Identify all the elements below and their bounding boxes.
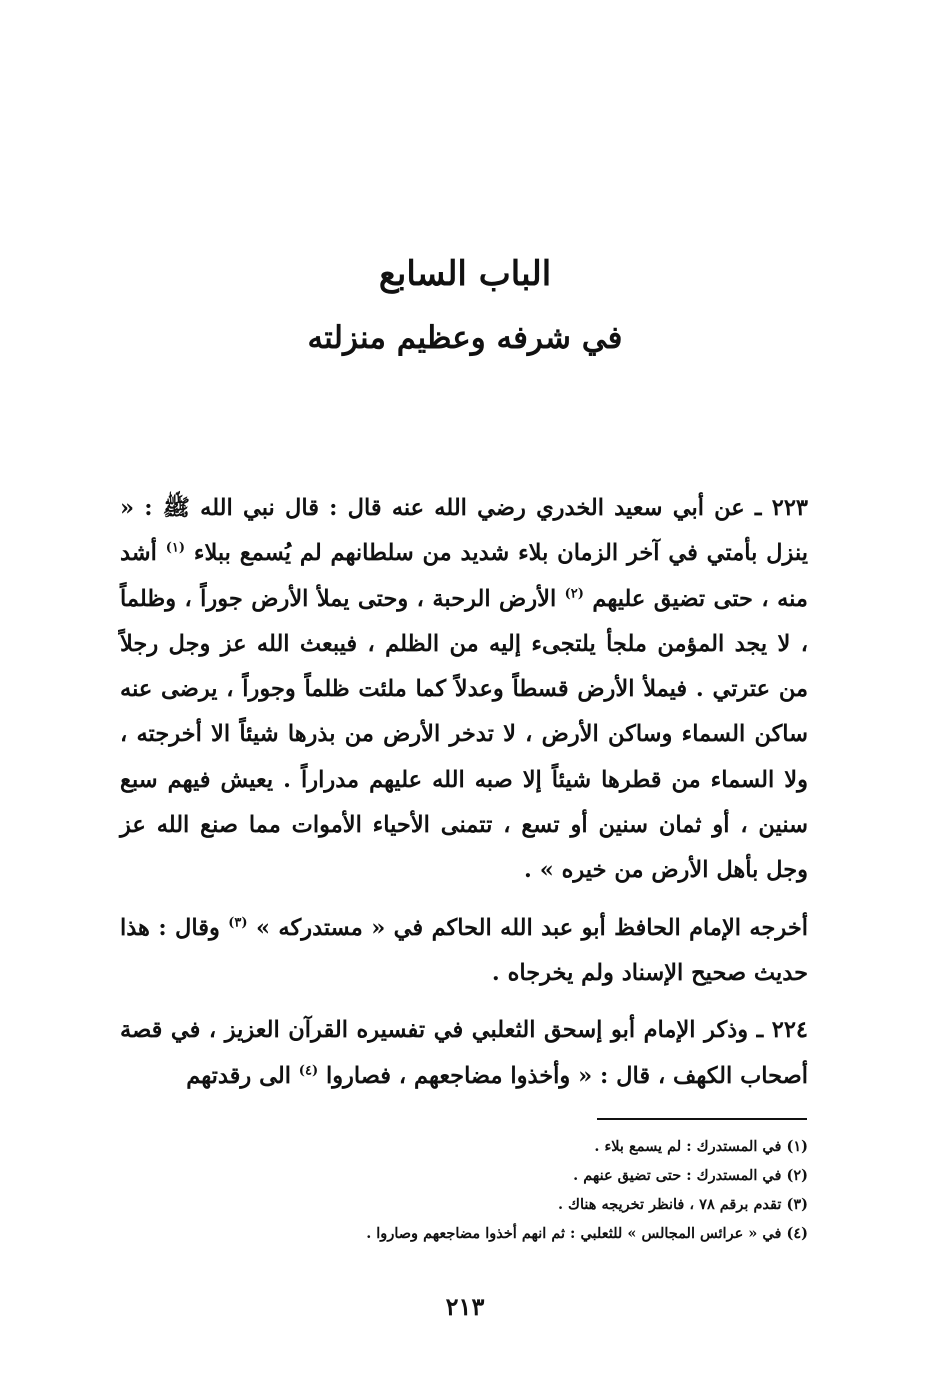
footnote-1: (١) في المستدرك : لم يسمع بلاء . xyxy=(594,1138,808,1155)
hadith-223-text-a: ٢٢٣ ـ عن أبي سعيد الخدري رضي الله عنه قال : قال نبي الله ﷺ : « ينزل بأمتي في آخر الزمان بلاء شديد من سلطانهم لم يُسمع ببلاء xyxy=(120,495,808,567)
hadith-223-text-c: الأرض الرحبة ، وحتى يملأ الأرض جوراً ، وظلماً ، لا يجد المؤمن ملجأ يلتجىء إليه من الظلم ، فيبعث الله عز وجل رجلاً من عترتي . فيملأ الأرض قسطاً وعدلاً كما ملئت ظلماً وجوراً ، يرضى عنه ساكن السماء وساكن الأرض ، لا تدخر الأرض من بذرها شيئاً الا أخرجته ، ولا السماء من قطرها شيئاً إلا صبه الله عليهم مدراراً . يعيش فيهم سبع سنين ، أو ثمان سنين أو تسع ، تتمنى الأحياء الأموات مما صنع الله عز وجل بأهل الأرض من خيره » . xyxy=(120,585,808,884)
source-223-text-a: أخرجه الإمام الحافظ أبو عبد الله الحاكم في « مستدركه » xyxy=(255,914,808,941)
footnotes xyxy=(300,1132,808,1248)
body-text xyxy=(120,486,808,1099)
footnote-marker-3: (٣) xyxy=(228,915,248,931)
chapter-heading xyxy=(0,248,930,368)
source-223-text-b: وقال : هذا حديث صحيح الإسناد ولم يخرجاه . xyxy=(120,914,808,986)
footnote-3: (٣) تقدم برقم ٧٨ ، فانظر تخريجه هناك . xyxy=(557,1196,808,1213)
footnote-marker-2: (٢) xyxy=(564,586,584,602)
footnote-marker-1: (١) xyxy=(165,540,186,556)
footnote-marker-4: (٤) xyxy=(298,1063,319,1079)
hadith-224-text-b: الى رقدتهم xyxy=(186,1062,291,1089)
hadith-223-paragraph xyxy=(120,486,808,894)
footnote-divider xyxy=(597,1118,807,1120)
page-number: ٢١٣ xyxy=(445,1292,485,1321)
hadith-224-text-a: ٢٢٤ ـ وذكر الإمام أبو إسحق الثعلبي في تفسيره القرآن العزيز ، في قصة أصحاب الكهف ، قال : « وأخذوا مضاجعهم ، فصاروا xyxy=(120,1017,808,1089)
hadith-223-text-b: أشد منه ، حتى تضيق عليهم xyxy=(120,540,808,612)
source-223-paragraph xyxy=(120,906,808,997)
chapter-subtitle: في شرفه وعظيم منزلته xyxy=(307,320,623,356)
hadith-224-paragraph xyxy=(120,1008,808,1099)
chapter-title: الباب السابع xyxy=(378,254,552,294)
footnote-4: (٤) في « عرائس المجالس » للثعلبي : ثم انهم أخذوا مضاجعهم وصاروا . xyxy=(366,1225,808,1242)
footnote-2: (٢) في المستدرك : حتى تضيق عنهم . xyxy=(573,1167,808,1184)
